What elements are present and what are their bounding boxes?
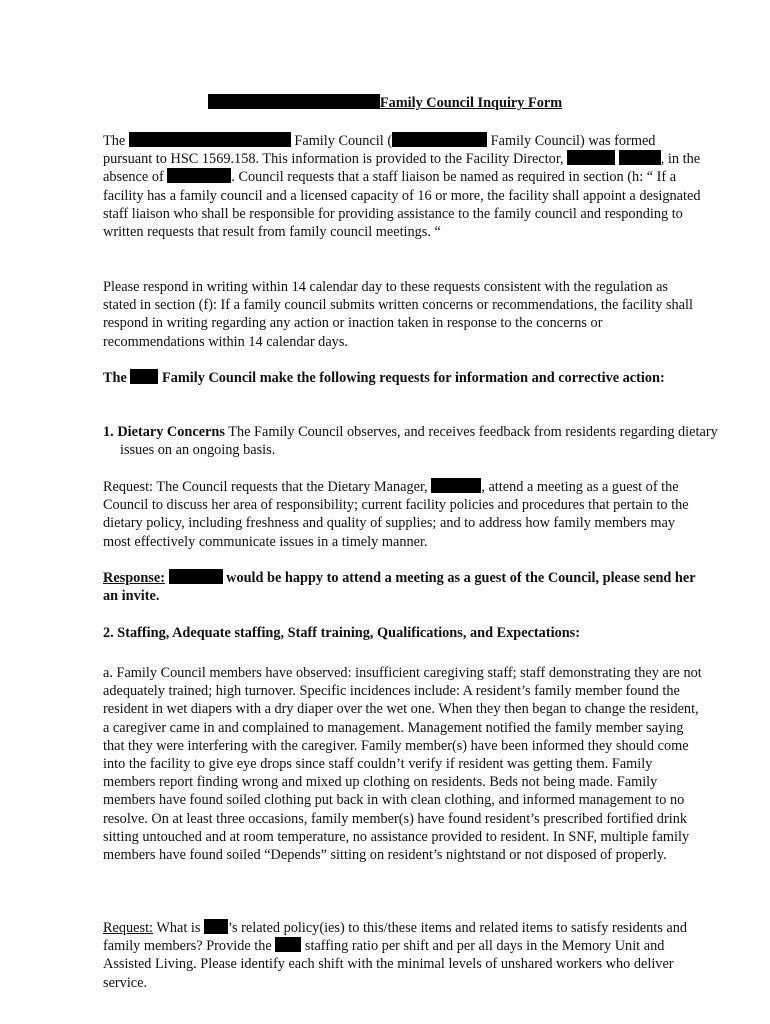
heading-text: The — [103, 370, 127, 386]
redacted-block — [167, 168, 231, 183]
dietary-request-paragraph — [103, 478, 703, 551]
request-text: ’s related policy(ies) to this/these items and related items to satisfy residents and family members? Provide the — [103, 920, 687, 955]
staffing-heading: 2. Staffing, Adequate staffing, Staff training, Qualifications, and Expectations: — [103, 625, 580, 641]
response-label: Response: — [103, 570, 165, 586]
intro-text: , in the absence of — [103, 151, 701, 186]
item-dietary-concerns — [103, 423, 720, 459]
intro-text: Family Council ( — [294, 133, 393, 149]
redacted-block — [169, 569, 223, 584]
intro-text: The — [103, 133, 126, 149]
redacted-block — [130, 369, 158, 384]
item-number: 1. — [103, 424, 114, 440]
intro-text: . Council requests that a staff liaison be named as required in section (h: “ If a facility has a family council and a licensed capacity of 16 or more, the facility shall appoint a designated staff liaison who shall be responsible for providing assistance to the family council and responding to written requests that result from family council meetings. “ — [103, 169, 701, 241]
heading-text: Family Council make the following requests for information and corrective action: — [162, 370, 665, 386]
redacted-block — [431, 478, 481, 493]
redacted-block — [208, 94, 380, 109]
staffing-observations-paragraph: a. Family Council members have observed: insufficient caregiving staff; staff demonstrating they are not adequately trained; high turnover. Specific incidences include: A resident’s family member found the resident in wet diapers with a dry diaper over the wet one. When they then began to change the resident, a caregiver came in and complained to management. Management notified the family member saying that they were interfering with the caregiver. Family member(s) have been informed they should come into the facility to give eye drops since staff couldn’t verify if resident was getting them. Family members report finding wrong and mixed up clothing on residents. Beds not being made. Family members have found soiled clothing put back in with clean clothing, and informed management to no resolve. On at least three occasions, family member(s) have found resident’s prescribed fortified drink sitting untouched and at room temperature, no assistance provided to resident. In SNF, multiple family members have found soiled “Depends” sitting on resident’s nightstand or not disposed of properly. — [103, 665, 702, 864]
dietary-response-paragraph — [103, 569, 703, 605]
request-text: What is — [153, 920, 201, 936]
redacted-block — [567, 150, 615, 165]
item-text: The Family Council observes, and receives feedback from residents regarding dietary issues on an ongoing basis. — [120, 424, 718, 459]
request-text: staffing ratio per shift and per all days in the Memory Unit and Assisted Living. Please identify each shift with the minimal levels of unshared workers who deliver service. — [103, 938, 674, 991]
intro-text: Family Council) was formed pursuant to HSC 1569.158. This information is provided to the Facility Director, — [103, 133, 656, 168]
item-heading: Dietary Concerns — [117, 424, 225, 440]
redacted-block — [392, 132, 487, 147]
title-text: Family Council Inquiry Form — [379, 95, 563, 111]
redacted-block — [619, 150, 661, 165]
response-deadline-paragraph: Please respond in writing within 14 calendar day to these requests consistent with the regulation as stated in section (f): If a family council submits written concerns or recommendations, the facility shall respond in writing regarding any action or inaction taken in response to the concerns or recommendations within 14 calendar days. — [103, 279, 693, 350]
intro-paragraph — [103, 132, 703, 241]
request-text: , attend a meeting as a guest of the Council to discuss her area of responsibility; current facility policies and procedures that pertain to the dietary policy, including freshness and quality of supplies; and to address how family members may most effectively communicate issues in a timely manner. — [103, 479, 689, 550]
response-text: would be happy to attend a meeting as a guest of the Council, please send her an invite. — [103, 570, 696, 605]
requests-heading — [103, 369, 703, 387]
request-label: Request: — [103, 920, 154, 936]
redacted-block — [275, 937, 301, 952]
staffing-request-paragraph — [103, 919, 703, 992]
form-title — [0, 94, 770, 112]
request-text: Request: The Council requests that the Dietary Manager, — [103, 479, 428, 495]
redacted-block — [204, 919, 228, 934]
redacted-block — [129, 132, 291, 147]
